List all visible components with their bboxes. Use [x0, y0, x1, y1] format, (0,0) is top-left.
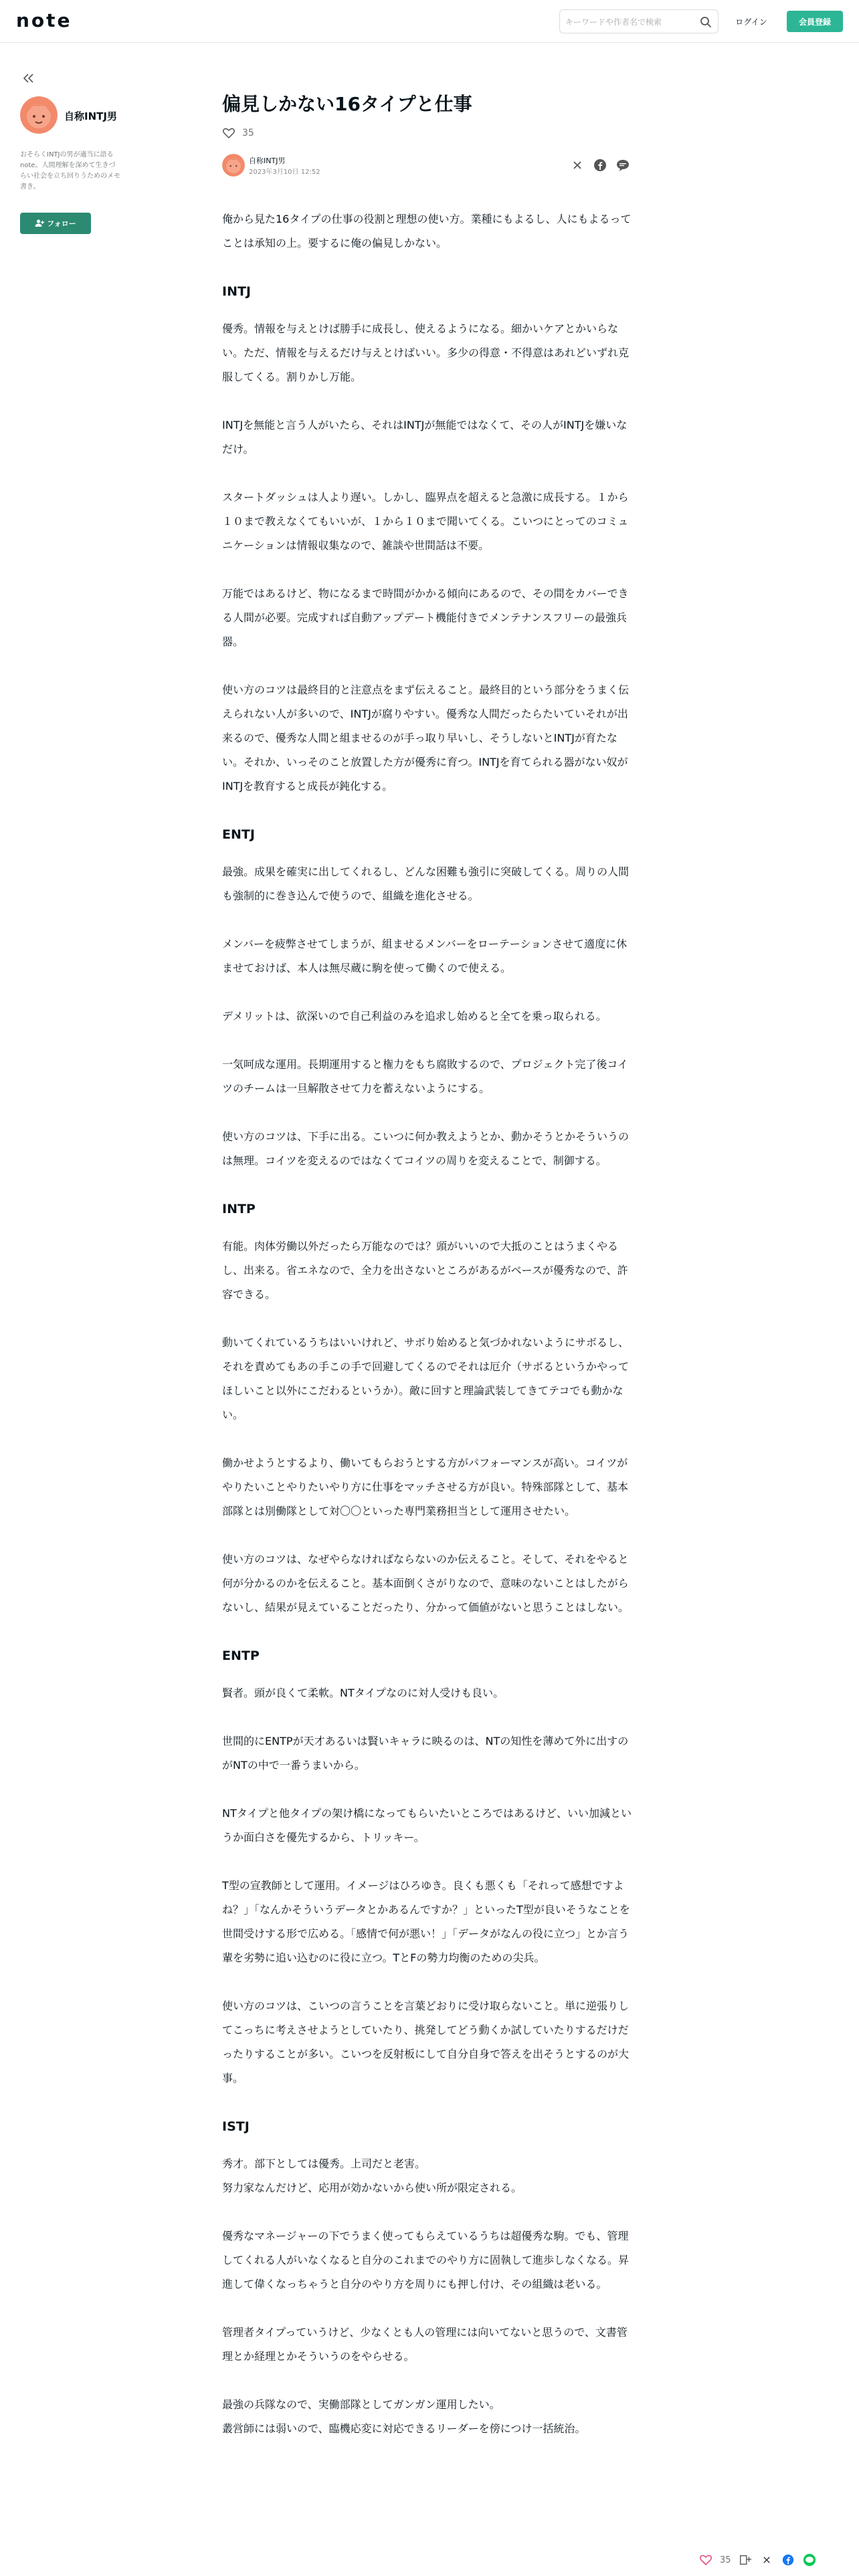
body-paragraph: NTタイプと他タイプの架け橋になってもらいたいところではあるけど、いい加減というか面白さを優先するから、トリッキー。 — [222, 1807, 632, 1844]
top-header — [0, 0, 859, 43]
signup-button[interactable]: 会員登録 — [787, 11, 843, 32]
body-paragraph: 使い方のコツは、こいつの言うことを言葉どおりに受け取らないこと。単に逆張りしてこっちに考えさせようとしていたり、挑発してどう動くか試していたりするだけだったりすることが多い。こいつを反射板にして自分自身で答えを出そうとするのが大事。 — [222, 2000, 630, 2084]
creator-name[interactable]: 自称INTJ男 — [64, 110, 117, 122]
avatar-face-icon — [222, 154, 245, 177]
body-paragraph: メンバーを疲弊させてしまうが、組ませるメンバーをローテーションさせて適度に休ませておけば、本人は無尽蔵に駒を使って働くので使える。 — [222, 938, 628, 974]
body-paragraph: 動いてくれているうちはいいけれど、サボり始めると気づかれないようにサボるし、それを責めてもあの手この手で回避してくるのでそれは厄介（サボるというかやってほしいこと以外にこだわるというか）。敵に回すと理論武装してきてテコでも動かない。 — [222, 1336, 630, 1421]
body-paragraph: 働かせようとするより、働いてもらおうとする方がパフォーマンスが高い。コイツがやりたいことやりたいやり方に仕事をマッチさせる方が良い。特殊部隊として、基本部隊とは別働隊として対〇〇といった専門業務担当として運用させたい。 — [222, 1457, 629, 1517]
facebook-share-icon[interactable] — [781, 2553, 795, 2567]
publish-date: 2023年3月10日 12:52 — [249, 169, 320, 176]
article-title: 偏見しかない16タイプと仕事 — [222, 93, 472, 115]
body-paragraph: 世間的にENTPが天才あるいは賢いキャラに映るのは、NTの知性を薄めて外に出すのがNTの中で一番うまいから。 — [222, 1735, 629, 1772]
like-count: 35 — [242, 128, 254, 138]
section-heading: ENTJ — [222, 827, 255, 842]
body-paragraph: 管理者タイプっていうけど、少なくとも人の管理には向いてないと思うので、文書管理とか経理とかそういうのをやらせる。 — [222, 2326, 628, 2363]
body-paragraph: 使い方のコツは、下手に出る。こいつに何か教えようとか、動かそうとかそういうのは無理。コイツを変えるのではなくてコイツの周りを変えることで、制御する。 — [222, 1130, 630, 1167]
body-paragraph: スタートダッシュは人より遅い。しかし、臨界点を超えると急激に成長する。１から１０まで教えなくてもいいが、１から１０まで聞いてくる。こいつにとってのコミュニケーションは情報収集なので、雑談や世間話は不要。 — [222, 491, 629, 552]
avatar-face-icon — [20, 96, 58, 134]
login-button[interactable]: ログイン — [735, 17, 767, 27]
creator-avatar[interactable] — [20, 96, 58, 134]
body-paragraph: 優秀なマネージャーの下でうまく使ってもらえているうちは超優秀な駒。でも、管理してくれる人がいなくなると自分のこれまでのやり方に固執して進歩しなくなる。昇進して偉くなっちゃうと自分のやり方を周りにも押し付け、その組織は老いる。 — [222, 2230, 630, 2290]
section-heading: ENTP — [222, 1648, 260, 1663]
body-paragraph: T型の宣教師として運用。イメージはひろゆき。良くも悪くも「それって感想ですよね？」「なんかそういうデータとかあるんですか？」といったT型が良いそうなことを世間受けする形で広める。「感情で何が悪い！」「データがなんの役に立つ」とか言う輩を劣勢に追い込むのに役に立つ。TとFの勢力均衡のための尖兵。 — [222, 1879, 630, 1964]
collapse-sidebar-icon[interactable] — [20, 70, 37, 87]
body-paragraph: 有能。肉体労働以外だったら万能なのでは？頭がいいので大抵のことはうまくやるし、出来る。省エネなので、全力を出さないところがあるがベースが優秀なので、許容できる。 — [222, 1240, 628, 1301]
note-logo[interactable]: note — [16, 9, 72, 31]
body-paragraph: 優秀。情報を与えとけば勝手に成長し、使えるようになる。細かいケアとかいらない。ただ、情報を与えるだけ与えとけばいい。多少の得意・不得意はあれどいずれ克服してくる。割りかし万能。 — [222, 322, 630, 383]
author-name[interactable]: 自称INTJ男 — [249, 156, 286, 165]
follow-button[interactable] — [20, 213, 91, 234]
line-share-icon[interactable] — [615, 158, 630, 173]
search-icon[interactable] — [699, 15, 712, 29]
body-paragraph: 万能ではあるけど、物になるまで時間がかかる傾向にあるので、その間をカバーできる人間が必要。完成すれば自動アップデート機能付きでメンテナンスフリーの最強兵器。 — [222, 587, 629, 648]
body-paragraph: デメリットは、欲深いので自己利益のみを追求し始めると全てを乗っ取られる。 — [222, 1010, 607, 1023]
section-heading: INTP — [222, 1202, 256, 1216]
author-avatar[interactable] — [222, 154, 245, 177]
body-paragraph: 使い方のコツは最終目的と注意点をまず伝えること。最終目的という部分をうまく伝えられない人が多いので、INTJが腐りやすい。優秀な人間だったらたいていそれが出来るので、優秀な人間と組ませるのが手っ取り早いし、そうしないとINTJが育たない。それか、いっそのこと放置した方が優秀に育つ。INTJを育てられる器がない奴がINTJを教育すると成長が鈍化する。 — [222, 683, 630, 792]
creator-bio: おそらくINTJの男が適当に語るnote。人間理解を深めて生きづらい社会を立ち回りうためのメモ書き。 — [20, 151, 120, 191]
body-paragraph: 最強。成果を確実に出してくれるし、どんな困難も強引に突破してくる。周りの人間も強制的に巻き込んで使うので、組織を進化させる。 — [222, 865, 630, 902]
body-paragraph: 秀才。部下としては優秀。上司だと老害。 努力家なんだけど、応用が効かないから使い所が限定される。 — [222, 2157, 522, 2194]
facebook-share-icon[interactable] — [593, 158, 607, 173]
body-paragraph: 一気呵成な運用。長期運用すると権力をもち腐敗するので、プロジェクト完了後コイツのチームは一旦解散させて力を蓄えないようにする。 — [222, 1058, 628, 1095]
follow-label: フォロー — [47, 219, 76, 228]
body-paragraph: 俺から見た16タイプの仕事の役割と理想の使い方。業種にもよるし、人にもよるってことは承知の上。要するに俺の偏見しかない。 — [222, 213, 632, 249]
body-paragraph: INTJを無能と言う人がいたら、それはINTJが無能ではなくて、その人がINTJを嫌いなだけ。 — [222, 419, 628, 455]
body-paragraph: 賢者。頭が良くて柔軟。NTタイプなのに対人受けも良い。 — [222, 1687, 504, 1699]
bottom-action-bar — [698, 2548, 859, 2572]
author-row — [222, 152, 637, 179]
section-heading: INTJ — [222, 284, 252, 299]
heart-icon[interactable] — [222, 126, 235, 140]
like-count: 35 — [720, 2555, 731, 2565]
x-share-icon[interactable] — [570, 158, 585, 173]
x-share-icon[interactable] — [759, 2553, 774, 2567]
magazine-add-icon[interactable] — [738, 2553, 753, 2567]
line-share-icon[interactable] — [802, 2553, 817, 2567]
body-paragraph: 最強の兵隊なので、実働部隊としてガンガン運用したい。 叢営師には弱いので、臨機応変に対応できるリーダーを傍につけ一括統治。 — [222, 2398, 586, 2435]
like-row — [222, 126, 254, 140]
body-paragraph: 使い方のコツは、なぜやらなければならないのか伝えること。そして、それをやると何が分かるのかを伝えること。基本面倒くさがりなので、意味のないことはしたがらないし、結果が見えていることだったり、分かって価値がないと思うことはしない。 — [222, 1553, 630, 1614]
add-user-icon — [35, 219, 44, 228]
section-heading: ISTJ — [222, 2119, 250, 2134]
heart-icon[interactable] — [698, 2553, 713, 2567]
article-body — [222, 207, 637, 2465]
search-input[interactable] — [565, 14, 692, 30]
search-box[interactable] — [559, 9, 719, 33]
